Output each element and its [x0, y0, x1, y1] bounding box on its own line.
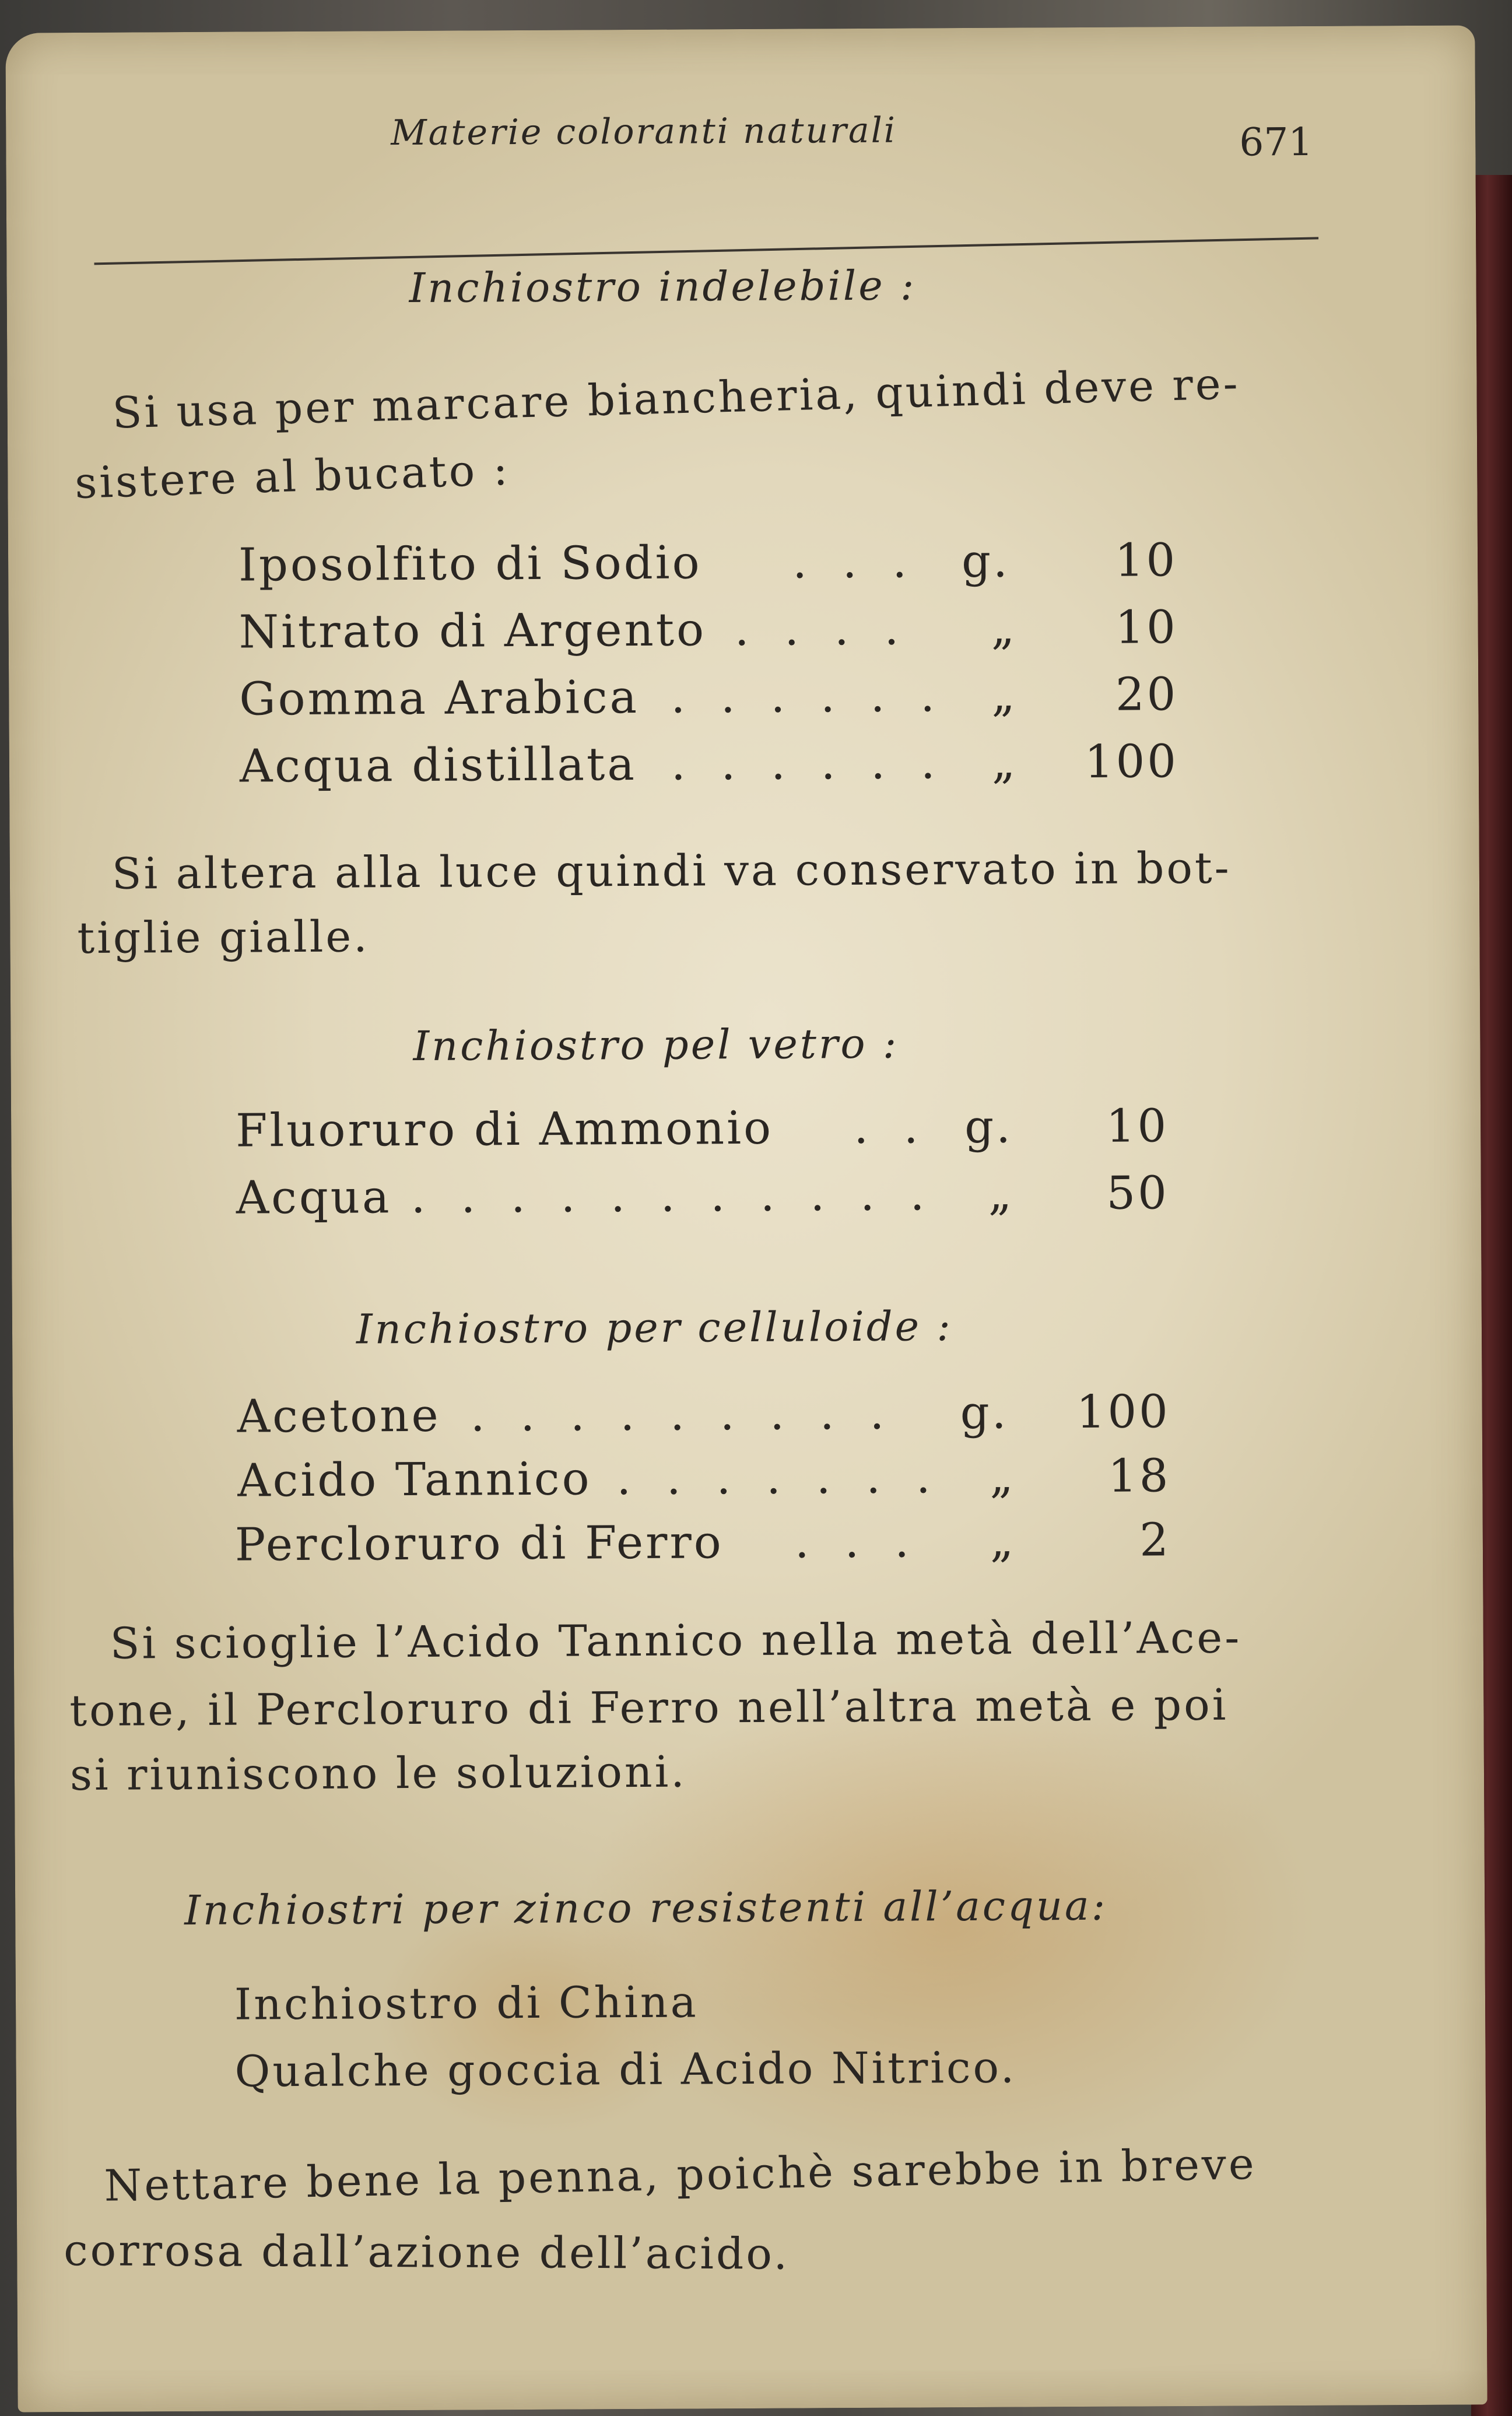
- ingredient-quantity: 100: [1076, 1386, 1170, 1439]
- ingredient-row: [238, 601, 1178, 665]
- ingredient-quantity: 100: [1084, 735, 1179, 788]
- ingredient-unit: „: [991, 602, 1018, 655]
- ingredient-quantity: 18: [1107, 1450, 1171, 1503]
- ingredient-quantity: 10: [1106, 1100, 1169, 1153]
- ingredient-unit: „: [988, 1167, 1015, 1221]
- leader-dots: . . . . . . .: [616, 1451, 941, 1506]
- section-title-zinco: Inchiostri per zinco resistenti all’acqua:: [184, 1881, 1108, 1935]
- ingredient-name: Acqua distillata: [239, 738, 637, 793]
- book-page: [5, 25, 1487, 2412]
- header-rule: [94, 237, 1318, 265]
- ingredient-name: Fluoruro di Ammonio: [235, 1102, 774, 1158]
- instruction-line: Qualche goccia di Acido Nitrico.: [234, 2042, 1017, 2097]
- ingredient-name: Acido Tannico: [237, 1453, 592, 1507]
- section-title-vetro: Inchiostro pel vetro :: [413, 1019, 899, 1070]
- leader-dots: . . . . . .: [671, 669, 946, 724]
- ingredient-quantity: 10: [1115, 601, 1178, 654]
- ingredient-name: Acetone: [237, 1389, 441, 1443]
- ingredient-quantity: 20: [1115, 668, 1178, 721]
- instruction-line: Inchiostro di China: [234, 1977, 699, 2030]
- paragraph-line: Si scioglie l’Acido Tannico nella metà dell’Ace-: [110, 1612, 1242, 1669]
- ingredient-name: Nitrato di Argento: [238, 604, 707, 659]
- page-number: 671: [1239, 119, 1313, 165]
- ingredient-name: Gomma Arabica: [239, 671, 640, 726]
- running-title: Materie coloranti naturali: [391, 110, 897, 154]
- paragraph-line: si riuniscono le soluzioni.: [69, 1747, 687, 1801]
- paragraph-line: corrosa dall’azione dell’acido.: [64, 2225, 790, 2280]
- section-title-indelebile: Inchiostro indelebile :: [409, 261, 917, 313]
- ingredient-unit: g.: [964, 1100, 1013, 1154]
- ingredient-row: [234, 1514, 1171, 1577]
- leader-dots: . . .: [792, 535, 918, 589]
- ingredient-quantity: 10: [1114, 534, 1178, 587]
- ingredient-unit: g.: [961, 535, 1011, 588]
- paragraph-line: Si altera alla luce quindi va conservato in bot-: [111, 843, 1232, 899]
- ingredient-quantity: 2: [1139, 1514, 1171, 1567]
- ingredient-row: [237, 1450, 1171, 1513]
- ingredient-unit: g.: [960, 1386, 1009, 1440]
- leader-dots: . .: [853, 1101, 929, 1155]
- paragraph-line: tiglie gialle.: [77, 911, 370, 964]
- paragraph-line: Si usa per marcare biancheria, quindi deve re-: [111, 359, 1241, 439]
- ingredient-name: Acqua: [236, 1171, 392, 1225]
- leader-dots: . . .: [794, 1515, 920, 1569]
- ingredient-quantity: 50: [1106, 1167, 1170, 1220]
- ingredient-row: [237, 1386, 1170, 1449]
- leader-dots: . . . .: [734, 602, 910, 657]
- paragraph-line: tone, il Percloruro di Ferro nell’altra metà e poi: [69, 1679, 1229, 1737]
- ingredient-row: [236, 1167, 1170, 1230]
- ingredient-row: [238, 534, 1178, 598]
- ingredient-name: Percloruro di Ferro: [234, 1516, 724, 1572]
- leader-dots: . . . . . . . . .: [470, 1387, 895, 1442]
- ingredient-unit: „: [991, 669, 1018, 722]
- leader-dots: . . . . . .: [671, 737, 946, 791]
- leader-dots: . . . . . . . . . . .: [411, 1168, 935, 1224]
- ingredient-unit: „: [990, 1514, 1016, 1568]
- ingredient-row: [239, 668, 1178, 732]
- ingredient-unit: „: [990, 1450, 1016, 1503]
- ingredient-name: Iposolfito di Sodio: [238, 537, 702, 592]
- section-title-celluloide: Inchiostro per celluloide :: [356, 1302, 953, 1353]
- paragraph-line: Nettare bene la penna, poichè sarebbe in breve: [103, 2138, 1257, 2211]
- ingredient-unit: „: [991, 736, 1018, 789]
- paragraph-line: sistere al bucato :: [74, 444, 511, 509]
